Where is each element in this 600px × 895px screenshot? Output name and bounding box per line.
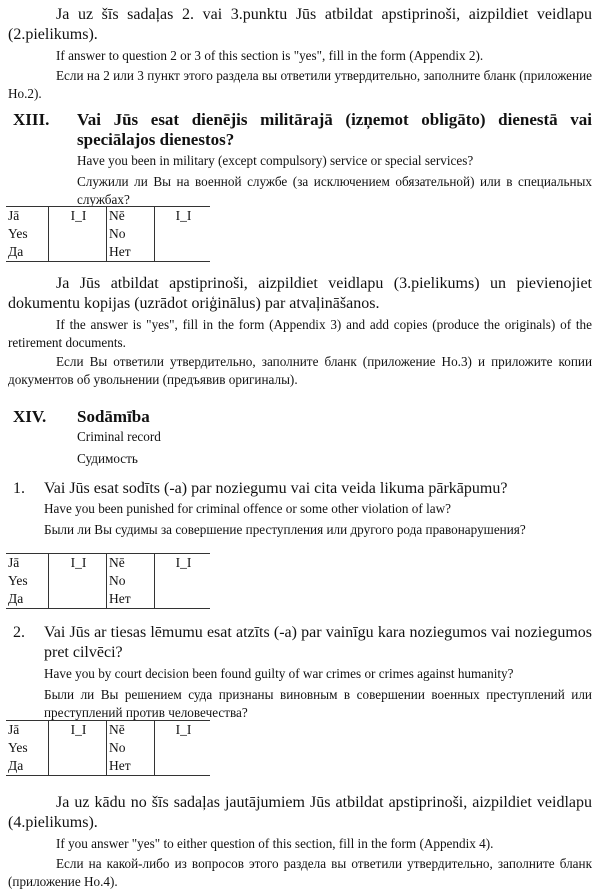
no-label-ru: Нет [107,757,155,776]
section-14-note-english: If you answer "yes" to either question of this section, fill in the form (Appendix 4). [56,836,494,851]
section-14-title-russian: Судимость [77,451,138,466]
section-14-title-english: Criminal record [77,429,161,444]
no-label-en: No [107,225,155,243]
question-2-answer-table [6,720,210,776]
question-1-english: Have you been punished for criminal offence or some other violation of law? [44,501,451,516]
intro-english: If answer to question 2 or 3 of this section is "yes", fill in the form (Appendix 2). [56,48,484,63]
checkbox-icon[interactable]: I_I [70,555,87,570]
yes-label-ru: Да [6,243,49,262]
checkbox-icon[interactable]: I_I [175,555,192,570]
yes-label-lv: Jā [6,554,49,573]
section-14-note-russian: Если на какой-либо из вопросов этого раздела вы ответили утвердительно, заполните бланк (приложение Но.4). [8,856,592,889]
no-label-lv: Nē [107,554,155,573]
yes-label-ru: Да [6,590,49,609]
checkbox-icon[interactable]: I_I [70,208,87,223]
section-13-answer-table [6,206,210,262]
no-checkbox[interactable] [155,554,211,609]
question-1-number: 1. [13,480,25,497]
section-13-note-russian: Если Вы ответили утвердительно, заполните бланк (приложение Но.3) и приложите копии документов об увольнении (предъявив оригиналы). [8,354,592,387]
question-2-number: 2. [13,624,25,641]
intro-russian: Если на 2 или 3 пункт этого раздела вы ответили утвердительно, заполните бланк (приложение Но.2). [8,68,592,101]
yes-checkbox[interactable] [49,207,107,262]
question-2-english: Have you by court decision been found guilty of war crimes or crimes against humanity? [44,666,514,681]
yes-label-lv: Jā [6,207,49,226]
section-13-note-english: If the answer is "yes", fill in the form (Appendix 3) and add copies (produce the originals) of the retirement documents. [8,317,592,350]
no-checkbox[interactable] [155,721,211,776]
question-1-latvian: Vai Jūs esat sodīts (-a) par noziegumu vai cita veida likuma pārkāpumu? [44,480,508,497]
section-13-note-latvian: Ja Jūs atbildat apstiprinoši, aizpildiet veidlapu (3.pielikums) un pievienojiet dokumentu kopijas (uzrādot oriģinālus) par atvaļināšanos. [8,275,592,312]
question-1-russian: Были ли Вы судимы за совершение преступления или другого рода правонарушения? [44,522,526,537]
section-13-title: Vai Jūs esat dienējis militārajā (izņemot obligāto) dienestā vai speciālajos dienestos? [77,110,592,149]
intro-latvian: Ja uz šīs sadaļas 2. vai 3.punktu Jūs atbildat apstiprinoši, aizpildiet veidlapu (2.pielikums). [8,6,592,43]
section-13-title-russian: Служили ли Вы на военной службе (за исключением обязательной) или в специальных службах? [77,174,592,207]
no-label-en: No [107,739,155,757]
no-label-en: No [107,572,155,590]
no-label-lv: Nē [107,721,155,740]
no-label-lv: Nē [107,207,155,226]
yes-checkbox[interactable] [49,554,107,609]
checkbox-icon[interactable]: I_I [175,208,192,223]
yes-label-en: Yes [6,739,49,757]
yes-label-en: Yes [6,225,49,243]
section-14-title: Sodāmība [77,407,150,426]
section-13-number: XIII. [13,110,50,129]
no-label-ru: Нет [107,243,155,262]
yes-label-en: Yes [6,572,49,590]
section-14-note-latvian: Ja uz kādu no šīs sadaļas jautājumiem Jūs atbildat apstiprinoši, aizpildiet veidlapu (4.pielikums). [8,794,592,831]
yes-checkbox[interactable] [49,721,107,776]
checkbox-icon[interactable]: I_I [70,722,87,737]
section-13-title-english: Have you been in military (except compulsory) service or special services? [77,153,474,168]
question-2-russian: Были ли Вы решением суда признаны виновным в совершении военных преступлений или преступлений против человечества? [44,687,592,720]
no-checkbox[interactable] [155,207,211,262]
yes-label-ru: Да [6,757,49,776]
question-1-answer-table [6,553,210,609]
checkbox-icon[interactable]: I_I [175,722,192,737]
section-14-number: XIV. [13,407,47,426]
no-label-ru: Нет [107,590,155,609]
question-2-latvian: Vai Jūs ar tiesas lēmumu esat atzīts (-a) par vainīgu kara noziegumos vai noziegumos pret cilvēci? [44,624,592,661]
yes-label-lv: Jā [6,721,49,740]
